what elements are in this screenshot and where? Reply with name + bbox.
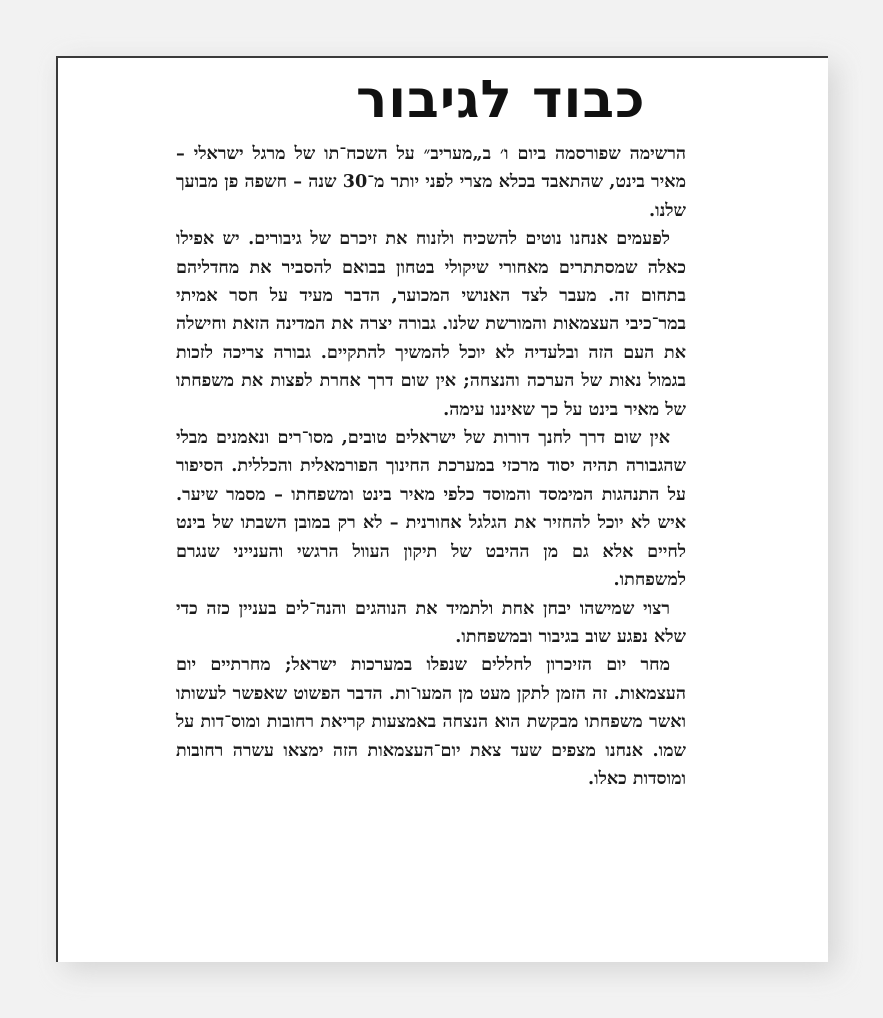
paragraph-3: אין שום דרך לחנך דורות של ישראלים טובים, מסו־רים ונאמנים מבלי שהגבורה תהיה יסוד מרכזי במערכת החינוך הפורמאלית והכללית. הסיפור על התנהגות המימסד והמוסד כלפי מאיר בינט ומשפחתו – מסמר שיער. איש לא יוכל להחזיר את הגלגל אחורנית – לא רק במובן השבתו של בינט לחיים אלא גם מן ההיבט של תיקון העוול הרגשי והענייני שנגרם למשפחתו. bbox=[176, 427, 686, 591]
scanned-page bbox=[56, 56, 828, 962]
headline: כבוד לגיבור bbox=[356, 70, 646, 130]
newspaper-clipping bbox=[176, 68, 686, 793]
paragraph-4: רצוי שמישהו יבחן אחת ולתמיד את הנוהגים והנה־לים בעניין כזה כדי שלא נפגע שוב בגיבור ובמשפחתו. bbox=[176, 597, 686, 647]
paragraph-5: מחר יום הזיכרון לחללים שנפלו במערכות ישראל; מחרתיים יום העצמאות. זה הזמן לתקן מעט מן המעו־ות. הדבר הפשוט שאפשר לעשותו ואשר משפחתו מבקשת הוא הנצחה באמצעות קריאת רחובות ומוס־דות על שמו. אנחנו מצפים שעד צאת יום־העצמאות הזה ימצאו עשרה רחובות ומוסדות כאלו. bbox=[176, 654, 686, 789]
paragraph-2: לפעמים אנחנו נוטים להשכיח ולזנוח את זיכרם של גיבורים. יש אפילו כאלה שמסתתרים מאחורי שיקולי בטחון בבואם להסביר את מחדליהם בתחום זה. מעבר לצד האנושי המכוער, הדבר מעיד על חסר אמיתי במר־כיבי העצמאות והמורשת שלנו. גבורה יצרה את המדינה הזאת וחישלה את העם הזה ובלעדיה לא יוכל להמשיך להתקיים. גבורה צריכה לזכות בגמול נאות של הערכה והנצחה; אין שום דרך אחרת לפצות את משפחתו של מאיר בינט על כך שאיננו עימה. bbox=[176, 228, 686, 420]
paragraph-1: הרשימה שפורסמה ביום ו׳ ב„מעריב״ על השכח־תו של מרגל ישראלי – מאיר בינט, שהתאבד בכלא מצרי לפני יותר מ־30 שנה – חשפה פן מבועך שלנו. bbox=[176, 143, 687, 221]
